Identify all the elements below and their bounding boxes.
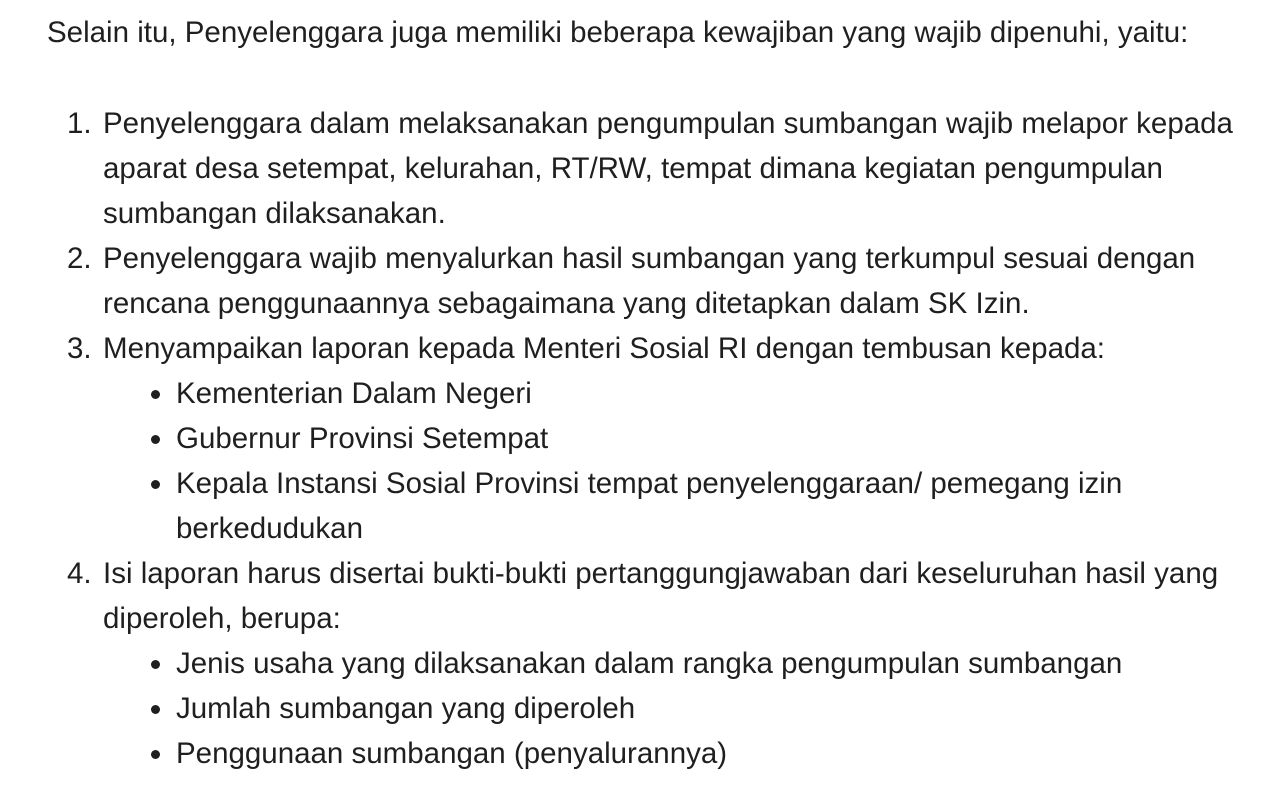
recipients-sublist <box>103 371 1247 551</box>
list-item-1 <box>47 101 1247 236</box>
bullet-icon <box>151 435 160 444</box>
bullet-icon <box>151 705 160 714</box>
list-item-text: Menyampaikan laporan kepada Menteri Sosial RI dengan tembusan kepada: <box>103 332 1105 365</box>
evidence-sublist <box>103 641 1247 776</box>
list-item-2 <box>47 236 1247 326</box>
document-body <box>47 10 1247 776</box>
sublist-item <box>103 731 1247 776</box>
sublist-item <box>103 686 1247 731</box>
list-item-text: Penyelenggara dalam melaksanakan pengumpulan sumbangan wajib melapor kepada aparat desa setempat, kelurahan, RT/RW, tempat dimana kegiatan pengumpulan sumbangan dilaksanakan. <box>103 107 1233 230</box>
list-number: 4. <box>67 557 92 590</box>
bullet-icon <box>151 660 160 669</box>
bullet-icon <box>151 480 160 489</box>
sublist-item <box>103 641 1247 686</box>
bullet-icon <box>151 390 160 399</box>
sublist-item <box>103 416 1247 461</box>
obligations-list <box>47 101 1247 776</box>
list-number: 2. <box>67 242 92 275</box>
sublist-item-text: Penggunaan sumbangan (penyalurannya) <box>176 737 728 770</box>
sublist-item-text: Jumlah sumbangan yang diperoleh <box>176 692 636 725</box>
sublist-item-text: Jenis usaha yang dilaksanakan dalam rangka pengumpulan sumbangan <box>176 647 1123 680</box>
list-number: 1. <box>67 107 92 140</box>
intro-paragraph: Selain itu, Penyelenggara juga memiliki beberapa kewajiban yang wajib dipenuhi, yaitu: <box>47 16 1189 49</box>
sublist-item <box>103 371 1247 416</box>
list-item-4 <box>47 551 1247 776</box>
bullet-icon <box>151 750 160 759</box>
list-item-text: Penyelenggara wajib menyalurkan hasil sumbangan yang terkumpul sesuai dengan rencana penggunaannya sebagaimana yang ditetapkan dalam SK Izin. <box>103 242 1196 320</box>
sublist-item <box>103 461 1247 551</box>
list-item-text: Isi laporan harus disertai bukti-bukti pertanggungjawaban dari keseluruhan hasil yang diperoleh, berupa: <box>103 557 1219 635</box>
list-number: 3. <box>67 332 92 365</box>
sublist-item-text: Kepala Instansi Sosial Provinsi tempat penyelenggaraan/ pemegang izin berkedudukan <box>176 467 1123 545</box>
sublist-item-text: Kementerian Dalam Negeri <box>176 377 532 410</box>
sublist-item-text: Gubernur Provinsi Setempat <box>176 422 549 455</box>
list-item-3 <box>47 326 1247 551</box>
